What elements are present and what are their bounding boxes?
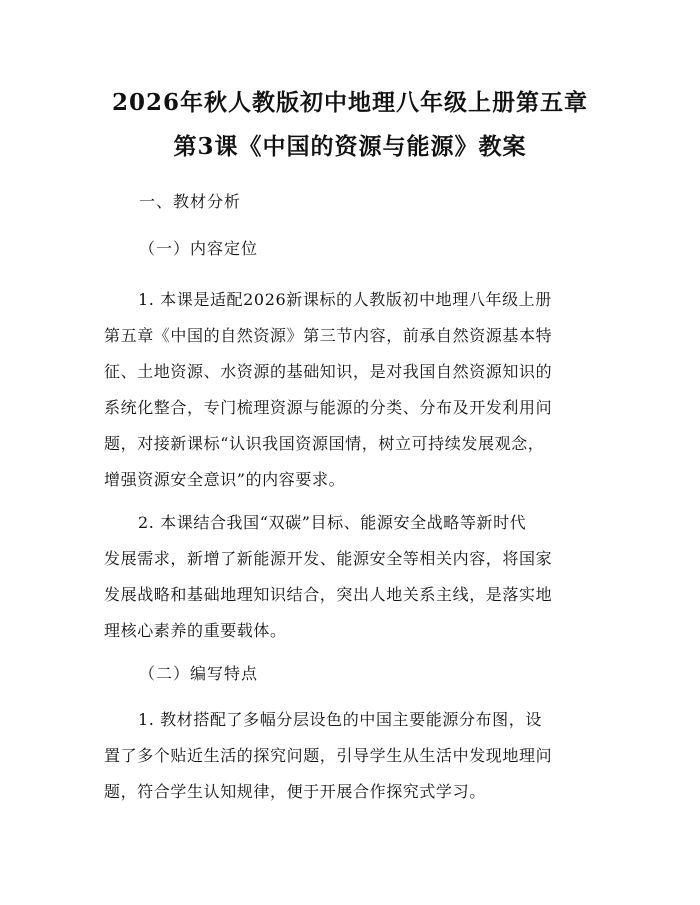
subsection-heading-writing-features: （二）编写特点 [139,664,259,683]
paragraph-line: 征、土地资源、水资源的基础知识，是对我国自然资源知识的 [104,362,553,381]
paragraph-1 [104,282,604,498]
paragraph-line: 第五章《中国的自然资源》第三节内容，前承自然资源基本特 [104,326,553,345]
paragraph-line: 2. 本课结合我国“双碳”目标、能源安全战略等新时代 [138,513,527,532]
subsection-heading-content-positioning: （一）内容定位 [139,239,259,258]
document-title-line-1: 2026年秋人教版初中地理八年级上册第五章 [111,89,588,116]
section-heading-textbook-analysis: 一、教材分析 [139,192,242,211]
paragraph-line: 置了多个贴近生活的探究问题，引导学生从生活中发现地理问 [104,746,553,765]
paragraph-2 [104,505,604,649]
paragraph-line: 题，符合学生认知规律，便于开展合作探究式学习。 [104,782,486,801]
paragraph-line: 题，对接新课标“认识我国资源国情，树立可持续发展观念， [104,434,545,453]
paragraph-line: 理核心素养的重要载体。 [104,621,287,640]
document-title-line-2: 第3课《中国的资源与能源》教案 [173,133,527,160]
paragraph-line: 增强资源安全意识”的内容要求。 [104,470,346,489]
paragraph-line: 发展战略和基础地理知识结合，突出人地关系主线，是落实地 [104,585,553,604]
paragraph-line: 1. 本课是适配2026新课标的人教版初中地理八年级上册 [138,290,552,309]
paragraph-line: 发展需求，新增了新能源开发、能源安全等相关内容，将国家 [104,549,553,568]
paragraph-line: 系统化整合，专门梳理资源与能源的分类、分布及开发利用问 [104,398,553,417]
paragraph-3 [104,702,604,810]
paragraph-line: 1. 教材搭配了多幅分层设色的中国主要能源分布图，设 [138,710,542,729]
